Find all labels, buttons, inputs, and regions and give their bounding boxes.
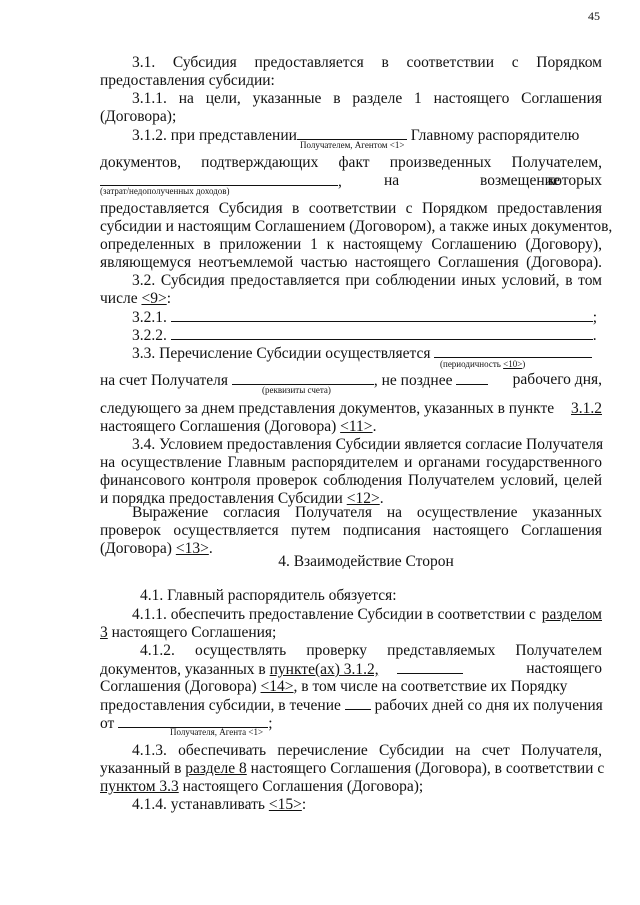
text: указанный в [100, 760, 182, 777]
word: которых [547, 172, 602, 189]
documents-line: документов, подтверждающих факт произведенных Получателем, [100, 154, 602, 171]
clause-3-4-line3: финансового контроля проверок соблюдения Получателем условий, целей [100, 472, 602, 489]
link-point-3-1-2[interactable]: 3.1.2 [571, 400, 602, 417]
word: с [511, 54, 519, 71]
clause-4-1-2-line2 [100, 659, 602, 679]
word: 3.1. [132, 54, 156, 71]
text: 3.1.2. при представлении [132, 127, 297, 144]
text: ) [522, 359, 526, 369]
word: числе [100, 290, 138, 307]
text: документов, указанных в [100, 661, 266, 678]
text: . [379, 490, 384, 507]
text: настоящего [526, 660, 602, 677]
clause-4-1-1-line2 [100, 623, 276, 642]
text: 3.3. Перечисление Субсидии осуществляется [132, 345, 431, 362]
text: предоставления субсидии, в течение [100, 697, 341, 714]
footnote-ref-15[interactable]: <15> [268, 796, 302, 813]
text: на счет Получателя [100, 372, 228, 389]
note-periodicity [440, 359, 525, 370]
consent-line2: проверок осуществляется путем подписания настоящего Соглашения [100, 522, 602, 539]
text: рабочих дней со дня их получения [374, 697, 603, 714]
note-recipient-agent: Получателем, Агентом <1> [300, 140, 405, 150]
footnote-ref-11[interactable]: <11> [340, 418, 373, 435]
word: в [381, 54, 389, 71]
text: , в том числе на соответствие их Порядку [293, 678, 568, 695]
page-number: 45 [588, 9, 600, 23]
text: настоящего Соглашения (Договора) [100, 418, 337, 435]
clause-3-2-line1: 3.2. Субсидия предоставляется при соблюдении иных условий, в том [132, 272, 602, 289]
word: возмещение [480, 172, 560, 189]
text: 3.2.2. [132, 327, 167, 344]
paragraph-line: субсидии и настоящим Соглашением (Договором), а также иных документов, [100, 218, 613, 235]
word: соответствии [406, 54, 495, 71]
link-section-3-number[interactable]: 3 [100, 624, 108, 641]
text: : [166, 290, 172, 307]
clause-4-1-3-line2 [100, 759, 604, 778]
note-costs: (затрат/недополученных доходов) [100, 186, 230, 196]
blank-field [434, 343, 592, 358]
next-day-line2 [100, 417, 376, 436]
clause-3-4-line2: на осуществление Главным распорядителем и органами государственного [100, 454, 602, 471]
text: следующего за днем представления документов, указанных в пункте [100, 400, 555, 417]
account-line [100, 370, 602, 390]
paragraph-line: предоставляется Субсидия в соответствии с Порядком предоставления [100, 200, 602, 217]
text: Соглашения (Договора) [100, 678, 257, 695]
blank-field [171, 325, 593, 340]
clause-3-2-2 [132, 325, 597, 345]
text: ; [268, 715, 273, 732]
link-point-3-3[interactable]: пунктом 3.3 [100, 778, 179, 795]
clause-3-1-1-line1: 3.1.1. на цели, указанные в разделе 1 настоящего Соглашения [132, 90, 602, 107]
text: Главному распорядителю [410, 127, 580, 144]
blank-field [397, 659, 463, 674]
clause-3-1-line2: предоставления субсидии: [100, 72, 275, 89]
footnote-ref-12[interactable]: <12> [346, 490, 380, 507]
text: настоящего Соглашения (Договора), в соответствии с [250, 760, 605, 777]
footnote-ref-13[interactable]: <13> [175, 540, 209, 557]
word: предоставляется [254, 54, 364, 71]
word: Субсидия [172, 54, 237, 71]
clause-3-4-line1: 3.4. Условием предоставления Субсидии является согласие Получателя [132, 436, 604, 453]
blank-field [118, 713, 268, 728]
clause-4-1-2-line4 [100, 695, 603, 715]
footnote-ref-14[interactable]: <14> [260, 678, 294, 695]
note-recipient-agent-2: Получателя, Агента <1> [170, 727, 264, 737]
text: , не позднее [373, 372, 453, 389]
clause-4-1-3-line3 [100, 777, 423, 796]
clause-3-2-line2 [100, 289, 171, 308]
blank-field [456, 370, 488, 385]
text: 4.1.1. обеспечить предоставление Субсидии в соответствии с [132, 606, 536, 623]
text: от [100, 715, 115, 732]
blank-field [297, 125, 407, 140]
comma: , [338, 173, 342, 190]
text: : [301, 796, 307, 813]
text: . [592, 327, 597, 344]
clause-4-1-2-line3 [100, 677, 567, 696]
link-points-3-1-2[interactable]: пункте(ах) 3.1.2, [269, 661, 379, 678]
clause-4-1-4 [132, 795, 306, 814]
next-day-line1 [100, 399, 602, 418]
blank-field [171, 307, 593, 322]
note-requisites: (реквизиты счета) [262, 385, 331, 395]
word: Порядком [536, 54, 602, 71]
link-section-8[interactable]: разделе 8 [185, 760, 247, 777]
blank-field [100, 171, 338, 186]
consent-line1: Выражение согласия Получателя на осуществление указанных [132, 504, 602, 521]
paragraph-line: являющемуся неотъемлемой частью настоящего Соглашения (Договора). [100, 254, 602, 271]
clause-3-1-line1 [132, 53, 602, 72]
clause-4-1-3-line1: 4.1.3. обеспечивать перечисление Субсидии на счет Получателя, [132, 742, 602, 759]
text: 3.2.1. [132, 309, 167, 326]
blank-field [232, 370, 374, 385]
text: настоящего Соглашения (Договора); [182, 778, 424, 795]
clause-3-2-1 [132, 307, 597, 327]
section-heading-4: 4. Взаимодействие Сторон [278, 553, 454, 570]
footnote-ref-9[interactable]: <9> [141, 290, 167, 307]
text: настоящего Соглашения; [111, 624, 277, 641]
text: (Договора) [100, 540, 172, 557]
text: ; [592, 309, 598, 326]
blank-field [345, 695, 371, 710]
clause-3-1-1-line2: (Договора); [100, 108, 177, 125]
clause-4-1-1-line1 [132, 605, 602, 624]
link-section-3[interactable]: разделом [541, 606, 602, 623]
text: и порядка предоставления Субсидии [100, 490, 343, 507]
footnote-ref-10[interactable]: <10> [503, 359, 523, 369]
clause-4-1-2-line1: 4.1.2. осуществлять проверку представляемых Получателем [140, 642, 602, 659]
text: рабочего дня, [512, 371, 602, 388]
text: (периодичность [440, 359, 501, 369]
word: на [384, 172, 400, 189]
text: . [208, 540, 213, 557]
paragraph-line: определенных в приложении 1 к настоящему Соглашению (Договору), [100, 236, 602, 253]
clause-4-1: 4.1. Главный распорядитель обязуется: [140, 587, 397, 604]
text: 4.1.4. устанавливать [132, 796, 265, 813]
text: . [372, 418, 377, 435]
